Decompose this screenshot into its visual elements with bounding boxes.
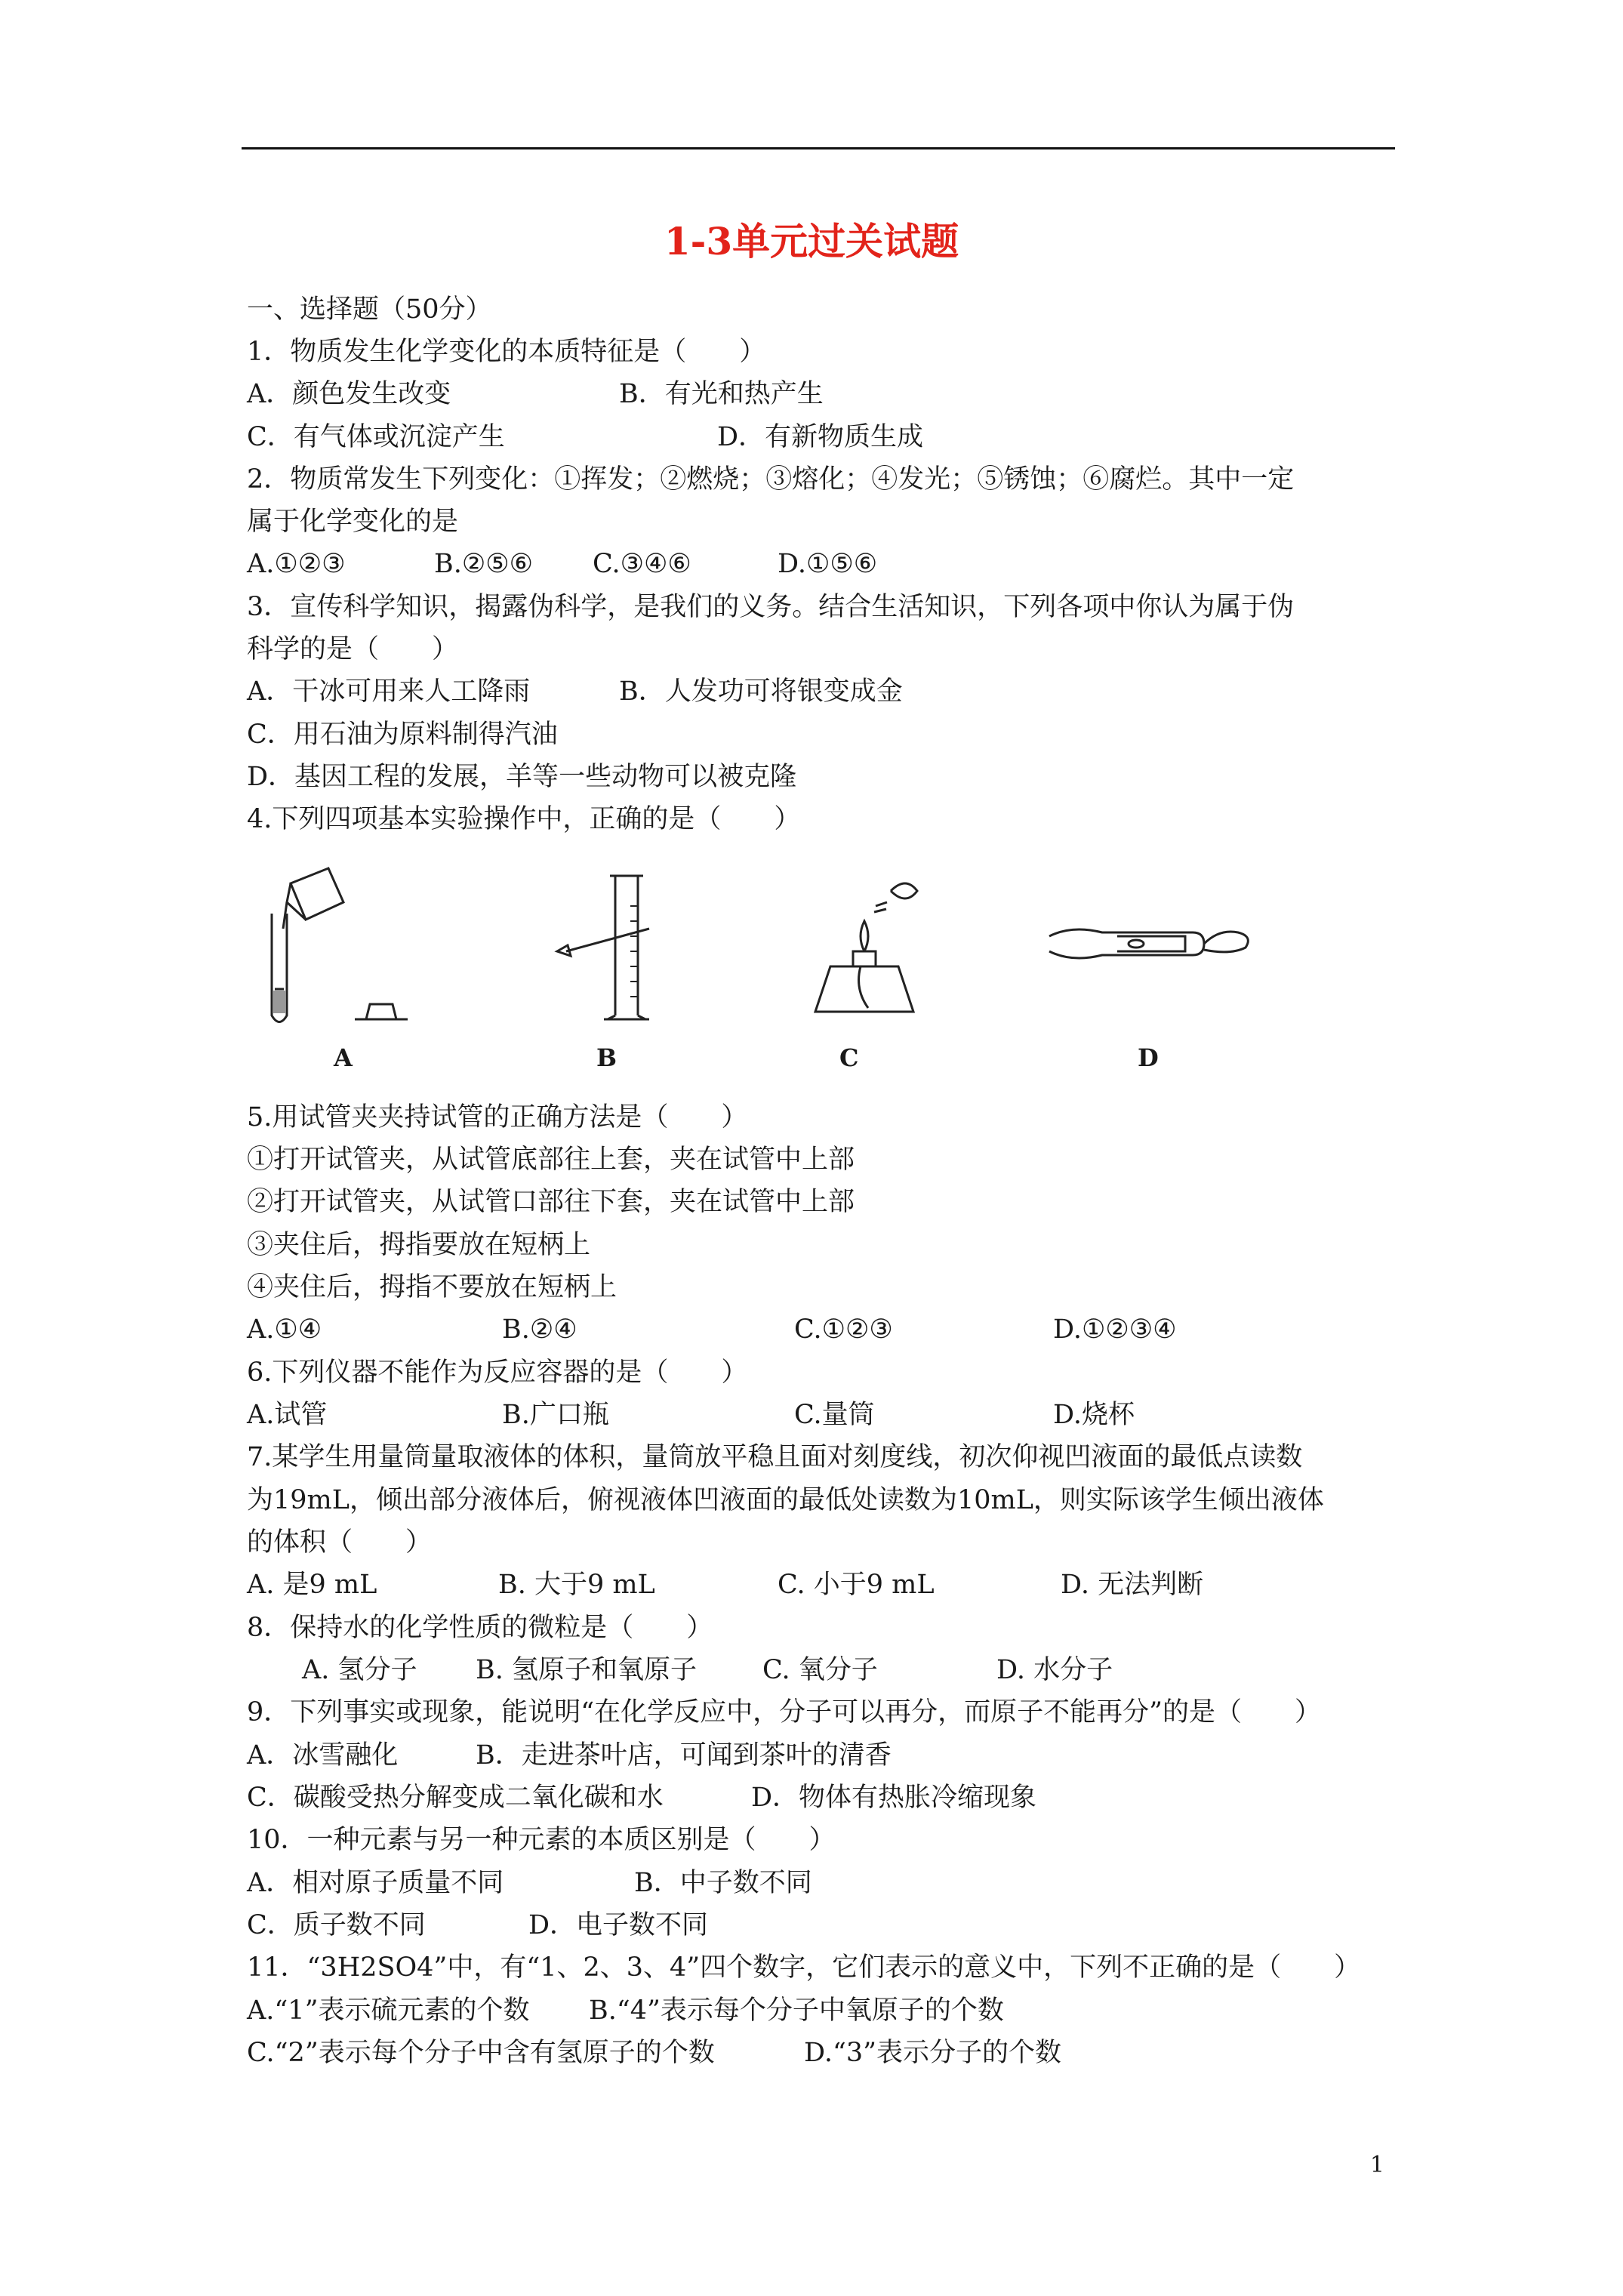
header-rule — [242, 147, 1395, 149]
q8-option-d: D. 水分子 — [996, 1655, 1113, 1685]
question-4-stem: 4.下列四项基本实验操作中，正确的是（ ） — [247, 804, 801, 834]
q9-option-d: D．物体有热胀冷缩现象 — [751, 1783, 1037, 1813]
q2-option-c: C.③④⑥ — [593, 549, 691, 579]
q2-option-b: B.②⑤⑥ — [434, 549, 533, 579]
q10-option-d: D．电子数不同 — [528, 1910, 709, 1940]
q10-option-a: A．相对原子质量不同 — [247, 1868, 504, 1898]
figure-label-c: C — [839, 1043, 859, 1072]
q2-option-d: D.①⑤⑥ — [778, 549, 878, 579]
q8-option-c: C. 氧分子 — [762, 1655, 878, 1685]
question-3-stem: 3．宣传科学知识，揭露伪科学，是我们的义务。结合生活知识，下列各项中你认为属于伪 — [247, 592, 1295, 622]
q11-option-b: B.“4”表示每个分子中氧原子的个数 — [589, 1996, 1004, 2026]
question-7-stem: 7.某学生用量筒量取液体的体积，量筒放平稳且面对刻度线，初次仰视凹液面的最低点读数 — [247, 1442, 1303, 1472]
q7-option-c: C. 小于9 mL — [778, 1570, 935, 1600]
figure-a-pouring-liquid — [257, 861, 430, 1034]
q5-statement-3: ③夹住后，拇指要放在短柄上 — [247, 1230, 591, 1260]
question-5-stem: 5.用试管夹夹持试管的正确方法是（ ） — [247, 1102, 748, 1133]
question-3-stem-cont: 科学的是（ ） — [247, 634, 459, 664]
question-1-stem: 1．物质发生化学变化的本质特征是（ ） — [247, 337, 766, 367]
question-7-stem-end: 的体积（ ） — [247, 1527, 433, 1558]
q1-option-b: B．有光和热产生 — [619, 379, 824, 409]
q6-option-c: C.量筒 — [794, 1400, 875, 1430]
question-7-stem-cont: 为19mL，倾出部分液体后，俯视液体凹液面的最低处读数为10mL，则实际该学生倾出液体 — [247, 1485, 1324, 1515]
q5-option-c: C.①②③ — [794, 1314, 893, 1345]
q5-statement-1: ①打开试管夹，从试管底部往上套，夹在试管中上部 — [247, 1145, 855, 1175]
q7-option-b: B. 大于9 mL — [498, 1570, 655, 1600]
q3-option-b: B．人发功可将银变成金 — [619, 676, 903, 707]
q8-option-a: A. 氢分子 — [302, 1655, 417, 1685]
figure-label-b: B — [596, 1043, 617, 1072]
figure-c-alcohol-lamp — [785, 861, 944, 1034]
q3-option-c: C．用石油为原料制得汽油 — [247, 720, 558, 750]
q5-statement-2: ②打开试管夹，从试管口部往下套，夹在试管中上部 — [247, 1187, 855, 1217]
q11-option-d: D.“3”表示分子的个数 — [804, 2038, 1061, 2068]
q2-option-a: A.①②③ — [247, 549, 346, 579]
q9-option-b: B．走进茶叶店，可闻到茶叶的清香 — [476, 1740, 892, 1771]
q1-option-a: A．颜色发生改变 — [247, 379, 451, 409]
q3-option-a: A．干冰可用来人工降雨 — [247, 676, 531, 707]
q11-option-a: A.“1”表示硫元素的个数 — [247, 1996, 530, 2026]
q11-option-c: C.“2”表示每个分子中含有氢原子的个数 — [247, 2038, 715, 2068]
q9-option-a: A．冰雪融化 — [247, 1740, 399, 1771]
page-number: 1 — [1369, 2152, 1384, 2178]
q7-option-d: D. 无法判断 — [1061, 1570, 1204, 1600]
q5-option-d: D.①②③④ — [1053, 1314, 1177, 1345]
question-8-stem: 8．保持水的化学性质的微粒是（ ） — [247, 1613, 713, 1643]
q10-option-b: B．中子数不同 — [634, 1868, 812, 1898]
q7-option-a: A. 是9 mL — [247, 1570, 377, 1600]
question-2-stem: 2．物质常发生下列变化：①挥发；②燃烧；③熔化；④发光；⑤锈蚀；⑥腐烂。其中一定 — [247, 464, 1295, 495]
q5-statement-4: ④夹住后，拇指不要放在短柄上 — [247, 1272, 617, 1302]
q6-option-b: B.广口瓶 — [502, 1400, 609, 1430]
figure-b-graduated-cylinder — [544, 861, 694, 1034]
question-9-stem: 9．下列事实或现象，能说明“在化学反应中，分子可以再分，而原子不能再分”的是（ ） — [247, 1697, 1322, 1727]
q1-option-d: D．有新物质生成 — [717, 422, 924, 452]
section-heading: 一、选择题（50分） — [247, 294, 492, 325]
q6-option-d: D.烧杯 — [1053, 1400, 1135, 1430]
q9-option-c: C．碳酸受热分解变成二氧化碳和水 — [247, 1783, 664, 1813]
question-2-stem-cont: 属于化学变化的是 — [247, 507, 459, 537]
figure-label-d: D — [1138, 1043, 1159, 1072]
figure-label-a: A — [334, 1043, 353, 1072]
q10-option-c: C．质子数不同 — [247, 1910, 426, 1940]
q5-option-a: A.①④ — [247, 1314, 322, 1345]
q8-option-b: B. 氢原子和氧原子 — [476, 1655, 697, 1685]
figure-d-holding-test-tube — [1042, 861, 1268, 1034]
question-10-stem: 10．一种元素与另一种元素的本质区别是（ ） — [247, 1825, 836, 1855]
q1-option-c: C．有气体或沉淀产生 — [247, 422, 505, 452]
q6-option-a: A.试管 — [247, 1400, 328, 1430]
q3-option-d: D．基因工程的发展，羊等一些动物可以被克隆 — [247, 762, 797, 792]
page-title: 1-3单元过关试题 — [664, 219, 959, 264]
q5-option-b: B.②④ — [502, 1314, 577, 1345]
question-6-stem: 6.下列仪器不能作为反应容器的是（ ） — [247, 1358, 748, 1388]
question-11-stem: 11．“3H2SO4”中，有“1、2、3、4”四个数字，它们表示的意义中，下列不正确的是（ ） — [247, 1952, 1361, 1983]
